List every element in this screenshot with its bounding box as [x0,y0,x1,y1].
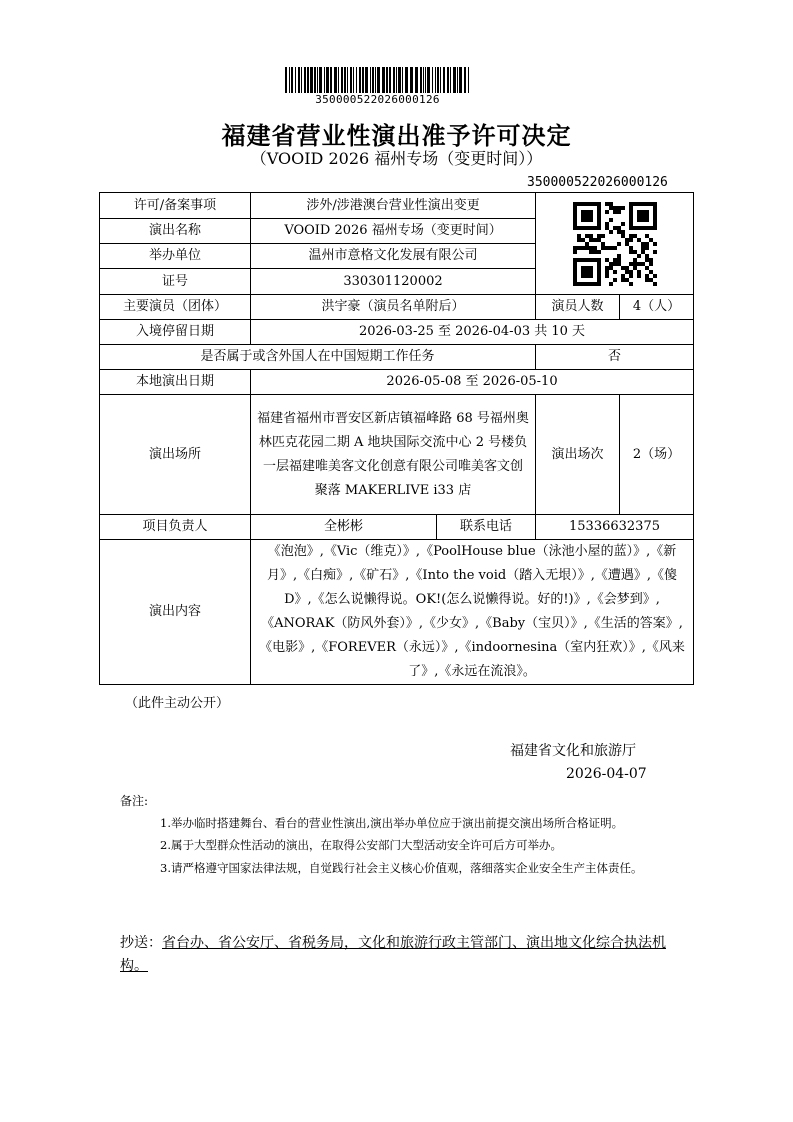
qr-code-image [573,202,657,286]
value-main-performer: 洪宇豪（演员名单附后） [251,295,536,320]
label-show-name: 演出名称 [100,219,251,244]
label-performer-count: 演员人数 [536,295,620,320]
issue-date: 2026-04-07 [566,766,647,782]
remark-item: 1.举办临时搭建舞台、看台的营业性演出,演出举办单位应于演出前提交演出场所合格证明。 [160,816,624,830]
value-project-lead: 全彬彬 [251,515,437,540]
document-number: 350000522026000126 [527,175,668,190]
value-venue: 福建省福州市晋安区新店镇福峰路 68 号福州奥林匹克花园二期 A 地块国际交流中心 2 号楼负一层福建唯美客文化创意有限公司唯美客文创聚落 MAKERLIVE i33 店 [251,395,536,515]
label-organizer: 举办单位 [100,244,251,269]
value-show-count: 2（场） [620,395,694,515]
permit-table [99,192,694,685]
value-performer-count: 4（人） [620,295,694,320]
label-show-count: 演出场次 [536,395,620,515]
value-show-name: VOOID 2026 福州专场（变更时间） [251,219,536,244]
cc-recipients: 省台办、省公安厅、省税务局，文化和旅游行政主管部门、演出地文化综合执法机构。 [120,935,666,974]
value-license-no: 330301120002 [251,269,536,295]
value-permit-item: 涉外/涉港澳台营业性演出变更 [251,193,536,219]
value-show-content: 《泡泡》,《Vic（维克）》,《PoolHouse blue（泳池小屋的蓝）》,《新月》,《白痴》,《矿石》,《Into the void（踏入无垠）》,《遭遇》,《傻 D》,《怎么说懒得说。OK!(怎么说懒得说。好的!)》,《会梦到》,《ANORAK（防风外套）》,《少女》,《Baby（宝贝）》,《生活的答案》,《电影》,《FOREVER（永远）》,《indoornesina（室内狂欢）》,《风来了》,《永远在流浪》。 [251,540,694,685]
value-organizer: 温州市意格文化发展有限公司 [251,244,536,269]
value-foreign-work-task: 否 [536,345,694,370]
cc-distribution [120,932,680,978]
label-permit-item: 许可/备案事项 [100,193,251,219]
value-entry-stay-date: 2026-03-25 至 2026-04-03 共 10 天 [251,320,694,345]
label-main-performer: 主要演员（团体） [100,295,251,320]
document-subtitle: （VOOID 2026 福州专场（变更时间）） [250,149,543,168]
label-project-lead: 项目负责人 [100,515,251,540]
cc-label: 抄送： [120,935,162,951]
label-foreign-work-task: 是否属于或含外国人在中国短期工作任务 [100,345,536,370]
label-show-content: 演出内容 [100,540,251,685]
document-title: 福建省营业性演出准予许可决定 [221,121,572,150]
label-venue: 演出场所 [100,395,251,515]
label-entry-stay-date: 入境停留日期 [100,320,251,345]
remark-item: 2.属于大型群众性活动的演出，在取得公安部门大型活动安全许可后方可举办。 [160,838,562,852]
barcode-image [285,67,470,93]
barcode-number: 350000522026000126 [315,93,440,106]
label-local-show-date: 本地演出日期 [100,370,251,395]
value-phone: 15336632375 [536,515,694,540]
public-disclosure-note: （此件主动公开） [125,696,230,711]
label-phone: 联系电话 [437,515,536,540]
issuing-authority: 福建省文化和旅游厅 [510,743,636,759]
remark-item: 3.请严格遵守国家法律法规，自觉践行社会主义核心价值观，落细落实企业安全生产主体责任。 [160,861,643,875]
remarks-label: 备注: [120,794,149,808]
qr-code-cell [536,193,694,295]
label-license-no: 证号 [100,269,251,295]
value-local-show-date: 2026-05-08 至 2026-05-10 [251,370,694,395]
